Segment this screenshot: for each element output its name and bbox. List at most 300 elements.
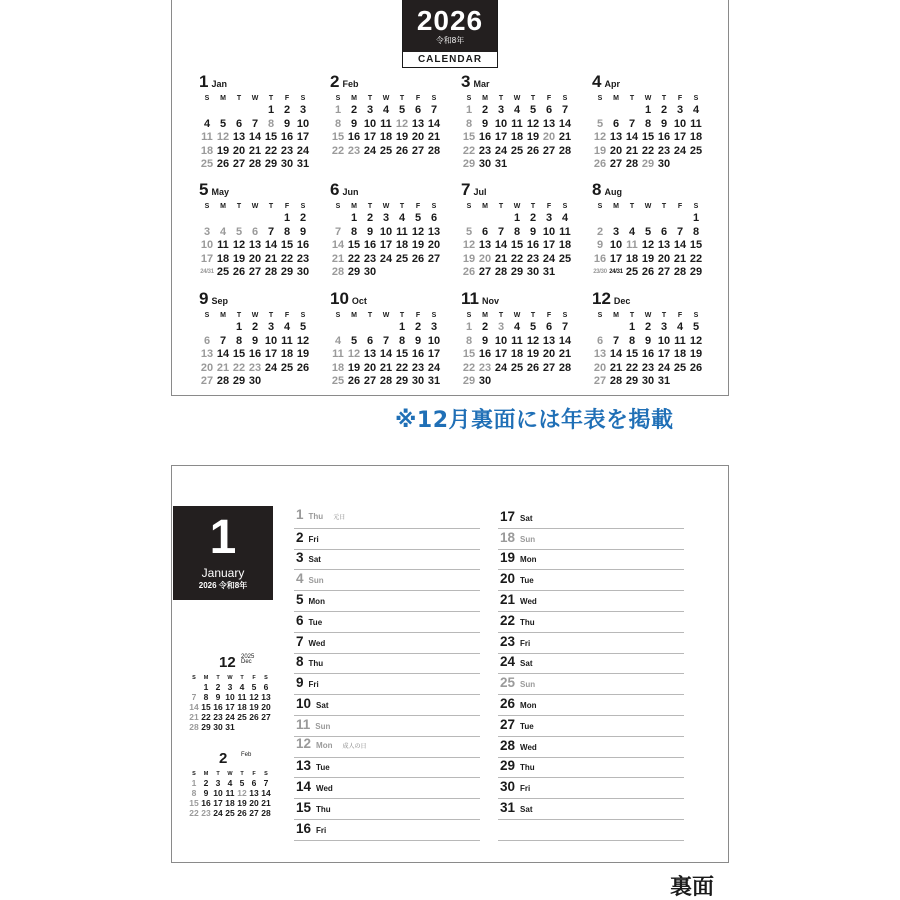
day-cell: 18: [216, 252, 230, 265]
current-year-era: 2026 令和8年: [198, 581, 248, 590]
day-cell: 5: [465, 225, 473, 238]
weekday-initial: M: [351, 312, 357, 319]
day-cell: 20: [593, 361, 607, 374]
day-cell: 5: [414, 212, 422, 224]
day-cell: 22: [625, 361, 639, 374]
day-cell: 18: [558, 239, 572, 251]
day-row: [498, 550, 684, 571]
weekday-initial: T: [498, 95, 504, 102]
day-number: 23 Fri: [500, 633, 531, 649]
weekday-initial: F: [677, 95, 683, 102]
month-abbr: Sep: [211, 296, 228, 306]
day-cell: 10: [200, 239, 214, 251]
weekday-initial: S: [693, 312, 699, 319]
day-cell: 15: [264, 131, 278, 143]
month-calendar: [199, 72, 311, 172]
day-cell: 8: [513, 225, 521, 238]
day-cell: 14: [261, 788, 271, 798]
day-cell: 4: [382, 104, 390, 116]
day-list-column-left: [294, 508, 480, 841]
day-cell: 6: [596, 334, 604, 347]
weekday-initial: S: [192, 675, 196, 681]
day-cell: 26: [593, 158, 607, 170]
week-row: [592, 145, 704, 159]
day-cell: 7: [267, 225, 275, 238]
day-cell: 28: [494, 266, 508, 278]
weekday-initial: T: [530, 203, 536, 210]
day-cell: 4: [628, 225, 636, 238]
week-row: [461, 335, 573, 349]
day-weekday: Sat: [308, 555, 321, 565]
week-row: [330, 104, 442, 118]
day-cell: 8: [350, 225, 358, 238]
day-row: [294, 716, 480, 737]
day-cell: [592, 321, 608, 335]
weekday-initial: T: [367, 312, 373, 319]
year-badge-top: [403, 0, 497, 52]
weekday-initial: S: [204, 95, 210, 102]
day-number: 14 Wed: [296, 779, 333, 795]
week-row: [330, 335, 442, 349]
day-cell: 9: [644, 334, 652, 347]
day-list-column-right: [498, 508, 684, 841]
week-row: [461, 321, 573, 335]
mini-month-year: 2025: [241, 654, 255, 660]
week-row: [592, 362, 704, 376]
day-cell: 9: [596, 239, 604, 251]
day-cell: 28: [264, 266, 278, 278]
week-row: [188, 722, 284, 732]
day-cell: 16: [478, 348, 492, 360]
day-cell: 20: [200, 361, 214, 374]
mini-month-header: [188, 750, 284, 770]
day-cell: 9: [481, 334, 489, 347]
weekday-initial: T: [268, 312, 274, 319]
day-cell: 2: [414, 321, 422, 333]
day-cell: 16: [296, 239, 310, 251]
day-cell: 1: [628, 321, 636, 333]
day-cell: 19: [462, 252, 476, 265]
day-cell: [426, 266, 442, 280]
weekday-initial: F: [284, 95, 290, 102]
day-cell: 5: [235, 225, 243, 238]
weekday-initial: S: [335, 203, 341, 210]
day-cell: 4: [334, 334, 342, 347]
day-cell: 28: [609, 375, 623, 387]
day-cell: 19: [237, 798, 247, 808]
day-cell: 15: [280, 239, 294, 251]
day-cell: 7: [219, 334, 227, 347]
month-calendar: [592, 180, 704, 280]
day-cell: 3: [227, 682, 233, 692]
week-row: [461, 239, 573, 253]
day-cell: 17: [213, 798, 223, 808]
month-header: [592, 180, 704, 202]
day-number: 9 Fri: [296, 675, 319, 691]
day-cell: 27: [363, 375, 377, 387]
day-cell: 16: [657, 131, 671, 143]
day-weekday: Sat: [520, 659, 533, 669]
week-row: [592, 239, 704, 253]
day-cell: 18: [331, 361, 345, 374]
calendar-front-card: [171, 0, 729, 396]
day-cell: 12: [593, 131, 607, 143]
day-weekday: Thu: [520, 617, 535, 627]
day-row: [498, 799, 684, 820]
day-cell: 4: [227, 778, 233, 788]
month-abbr: Jan: [211, 79, 227, 89]
day-weekday: Fri: [316, 825, 327, 835]
day-cell: 15: [395, 348, 409, 360]
day-cell: 1: [465, 321, 473, 333]
day-cell: 29: [395, 375, 409, 387]
week-row: [592, 212, 704, 226]
day-cell: 19: [347, 361, 361, 374]
day-cell: 30: [213, 722, 223, 732]
day-number: 13 Tue: [296, 758, 330, 774]
day-cell: 11: [511, 334, 523, 347]
day-cell: [608, 104, 624, 118]
day-cell: 29: [462, 375, 476, 387]
weekday-initial: T: [530, 312, 536, 319]
day-cell: 12: [462, 239, 476, 251]
calendar-back-card: [171, 465, 729, 863]
month-calendar: [461, 289, 573, 389]
weekday-initial: T: [268, 95, 274, 102]
day-cell: 17: [609, 252, 623, 265]
day-cell: 5: [239, 778, 245, 788]
day-weekday: Sat: [520, 804, 533, 814]
month-header: [461, 72, 573, 94]
day-cell: [215, 212, 231, 226]
day-cell: 24: [494, 361, 508, 374]
day-cell: 3: [430, 321, 438, 333]
weekday-row: [461, 311, 573, 321]
day-cell: 16: [248, 348, 262, 360]
day-cell: 21: [427, 131, 441, 143]
week-row: [461, 158, 573, 172]
day-cell: 17: [264, 348, 278, 360]
day-cell: 1: [203, 682, 209, 692]
day-cell: 23: [347, 144, 361, 157]
day-cell: 3: [203, 225, 211, 238]
day-cell: 17: [494, 348, 508, 360]
day-cell: 16: [526, 239, 540, 251]
day-cell: [231, 212, 247, 226]
month-header: [461, 180, 573, 202]
day-cell: 14: [558, 334, 572, 347]
day-cell: 6: [263, 682, 269, 692]
day-cell: 14: [379, 348, 393, 360]
month-abbr: May: [211, 187, 229, 197]
day-cell: 23: [478, 144, 492, 157]
weekday-initial: M: [613, 95, 619, 102]
day-cell: [493, 212, 509, 226]
day-weekday: Wed: [316, 784, 333, 794]
day-cell: 22: [264, 144, 278, 157]
day-number: 8 Thu: [296, 654, 324, 670]
back-side-note: ※12月裏面には年表を掲載: [395, 408, 674, 433]
day-row: [294, 799, 480, 820]
weekday-initial: W: [251, 312, 259, 319]
weekday-initial: M: [220, 95, 226, 102]
day-cell: [592, 104, 608, 118]
weekday-initial: S: [431, 203, 437, 210]
day-cell: 13: [593, 348, 607, 360]
mini-month-abbr: Feb: [241, 752, 252, 758]
day-cell: 25: [625, 266, 639, 278]
day-cell: 5: [692, 321, 700, 333]
weekday-initial: F: [546, 203, 552, 210]
day-cell: [215, 104, 231, 118]
day-cell: 8: [334, 117, 342, 130]
day-weekday: Sun: [520, 680, 536, 690]
day-weekday: Wed: [520, 742, 537, 752]
day-cell: 24/31: [609, 269, 623, 275]
weekday-initial: T: [399, 312, 405, 319]
day-cell: 14: [264, 239, 278, 251]
day-row: [498, 654, 684, 675]
week-row: [188, 682, 284, 692]
day-weekday: Mon: [520, 700, 537, 710]
year-number: 2026: [416, 5, 484, 36]
day-cell: 6: [366, 334, 374, 347]
day-cell: 31: [657, 375, 671, 387]
day-number: 29 Thu: [500, 758, 535, 774]
day-cell: 26: [526, 144, 540, 157]
day-cell: 25: [689, 144, 703, 157]
day-row: [294, 570, 480, 591]
weekday-initial: W: [382, 95, 390, 102]
day-cell: 28: [379, 375, 393, 387]
day-number: 5 Mon: [296, 591, 325, 607]
day-cell: 19: [689, 348, 703, 360]
day-cell: 8: [235, 334, 243, 347]
day-cell: [672, 158, 688, 172]
day-cell: 25: [510, 361, 524, 374]
day-cell: 24: [379, 252, 393, 265]
day-cell: 9: [283, 117, 291, 130]
week-row: [461, 362, 573, 376]
day-cell: 12: [526, 334, 540, 347]
day-cell: 10: [427, 334, 441, 347]
day-cell: 6: [251, 778, 257, 788]
day-cell: 4: [283, 321, 291, 333]
day-cell: 7: [628, 117, 636, 130]
weekday-initial: M: [351, 95, 357, 102]
day-row: [294, 674, 480, 695]
day-cell: 22: [347, 252, 361, 265]
day-number: 18 Sun: [500, 529, 536, 545]
day-number: 4 Sun: [296, 571, 324, 587]
day-cell: 6: [481, 225, 489, 238]
day-cell: 16: [280, 131, 294, 143]
day-cell: 13: [249, 788, 259, 798]
month-number: 6: [330, 180, 340, 199]
day-cell: 2: [596, 225, 604, 238]
holiday-name: 成人の日: [342, 743, 367, 750]
day-cell: [672, 212, 688, 226]
month-abbr: Dec: [613, 296, 631, 306]
day-cell: 21: [216, 361, 230, 374]
day-weekday: Thu: [316, 804, 331, 814]
day-cell: 11: [674, 334, 686, 347]
weekday-initial: S: [562, 312, 568, 319]
weekday-initial: T: [530, 95, 536, 102]
day-cell: 17: [494, 131, 508, 143]
day-cell: 31: [225, 722, 235, 732]
day-cell: 30: [641, 375, 655, 387]
week-row: [330, 253, 442, 267]
month-number: 10: [330, 289, 349, 308]
week-row: [330, 212, 442, 226]
day-cell: 21: [189, 712, 199, 722]
week-row: [330, 362, 442, 376]
week-row: [592, 253, 704, 267]
day-cell: 12: [641, 239, 655, 251]
day-cell: 3: [382, 212, 390, 224]
day-cell: 12: [395, 117, 409, 130]
day-weekday: Tue: [316, 763, 330, 773]
day-cell: 25: [379, 144, 393, 157]
week-row: [199, 212, 311, 226]
weekday-initial: F: [677, 203, 683, 210]
year-badge: [402, 0, 498, 68]
day-cell: 24: [213, 808, 223, 818]
day-cell: 24/31: [200, 269, 214, 275]
day-cell: 9: [660, 117, 668, 130]
weekday-initial: M: [482, 203, 488, 210]
week-row: [330, 375, 442, 389]
day-row: [294, 633, 480, 654]
day-number: 10 Sat: [296, 695, 329, 711]
day-cell: 3: [676, 104, 684, 116]
day-cell: 19: [526, 348, 540, 360]
day-cell: 24: [225, 712, 235, 722]
day-cell: 10: [213, 788, 223, 798]
day-cell: 29: [232, 375, 246, 387]
day-cell: 11: [511, 117, 523, 130]
weekday-initial: F: [284, 312, 290, 319]
weekday-initial: W: [513, 312, 521, 319]
day-cell: 29: [201, 722, 211, 732]
weekday-initial: M: [613, 203, 619, 210]
month-abbr: Aug: [604, 187, 622, 197]
day-cell: 1: [465, 104, 473, 116]
weekday-initial: W: [382, 203, 390, 210]
day-number: 24 Sat: [500, 654, 533, 670]
day-weekday: Sun: [520, 534, 536, 544]
day-cell: [199, 212, 215, 226]
day-cell: 29: [625, 375, 639, 387]
month-number: 9: [199, 289, 209, 308]
day-cell: 4: [676, 321, 684, 333]
day-cell: 29: [641, 158, 655, 170]
day-cell: 18: [280, 348, 294, 360]
empty-day-row: [498, 820, 684, 841]
calendar-label: CALENDAR: [417, 54, 483, 65]
day-cell: 7: [263, 778, 269, 788]
week-row: [188, 788, 284, 798]
day-row: [498, 633, 684, 654]
day-cell: 4: [561, 212, 569, 224]
day-cell: 2: [299, 212, 307, 224]
week-row: [199, 375, 311, 389]
day-cell: 23: [201, 808, 211, 818]
month-calendar: [330, 289, 442, 389]
month-abbr: Feb: [342, 79, 359, 89]
day-cell: [608, 212, 624, 226]
day-cell: 16: [411, 348, 425, 360]
month-number: 5: [199, 180, 209, 199]
day-cell: 27: [478, 266, 492, 278]
weekday-initial: T: [236, 312, 242, 319]
day-cell: 3: [267, 321, 275, 333]
day-cell: 8: [692, 225, 700, 238]
day-cell: 13: [261, 692, 271, 702]
weekday-initial: S: [264, 675, 268, 681]
day-cell: 10: [657, 334, 671, 347]
day-cell: [263, 375, 279, 389]
day-weekday: Fri: [308, 534, 319, 544]
day-cell: [199, 321, 215, 335]
next-month-mini-calendar: [188, 750, 284, 818]
day-cell: 12: [249, 692, 259, 702]
day-cell: 12: [347, 348, 361, 360]
month-abbr: Nov: [481, 296, 499, 306]
weekday-row: [461, 94, 573, 104]
day-row: [294, 695, 480, 716]
day-cell: 1: [334, 104, 342, 116]
day-weekday: Thu: [308, 511, 324, 521]
month-number: 3: [461, 72, 471, 91]
weekday-initial: T: [268, 203, 274, 210]
day-cell: [346, 321, 362, 335]
day-cell: 3: [545, 212, 553, 224]
day-cell: 3: [215, 778, 221, 788]
week-row: [199, 145, 311, 159]
day-cell: 15: [510, 239, 524, 251]
day-cell: 15: [641, 131, 655, 143]
day-cell: 1: [267, 104, 275, 116]
day-cell: 28: [625, 158, 639, 170]
day-cell: 23: [526, 252, 540, 265]
day-cell: 7: [497, 225, 505, 238]
day-row: [294, 591, 480, 612]
day-weekday: Thu: [520, 763, 535, 773]
day-cell: [279, 375, 295, 389]
week-row: [199, 362, 311, 376]
day-cell: [688, 158, 704, 172]
month-abbr: Oct: [351, 296, 367, 306]
month-header: [461, 289, 573, 311]
day-cell: 21: [494, 252, 508, 265]
day-cell: 2: [660, 104, 668, 116]
month-calendar: [330, 180, 442, 280]
day-cell: 27: [232, 158, 246, 170]
week-row: [461, 145, 573, 159]
day-weekday: Fri: [308, 680, 319, 690]
day-cell: 22: [201, 712, 211, 722]
day-cell: 20: [427, 239, 441, 251]
day-cell: 17: [200, 252, 214, 265]
day-cell: 14: [609, 348, 623, 360]
week-row: [188, 778, 284, 788]
day-cell: 21: [331, 252, 345, 265]
weekday-initial: W: [251, 95, 259, 102]
day-number: 21 Wed: [500, 591, 537, 607]
day-cell: 15: [689, 239, 703, 251]
